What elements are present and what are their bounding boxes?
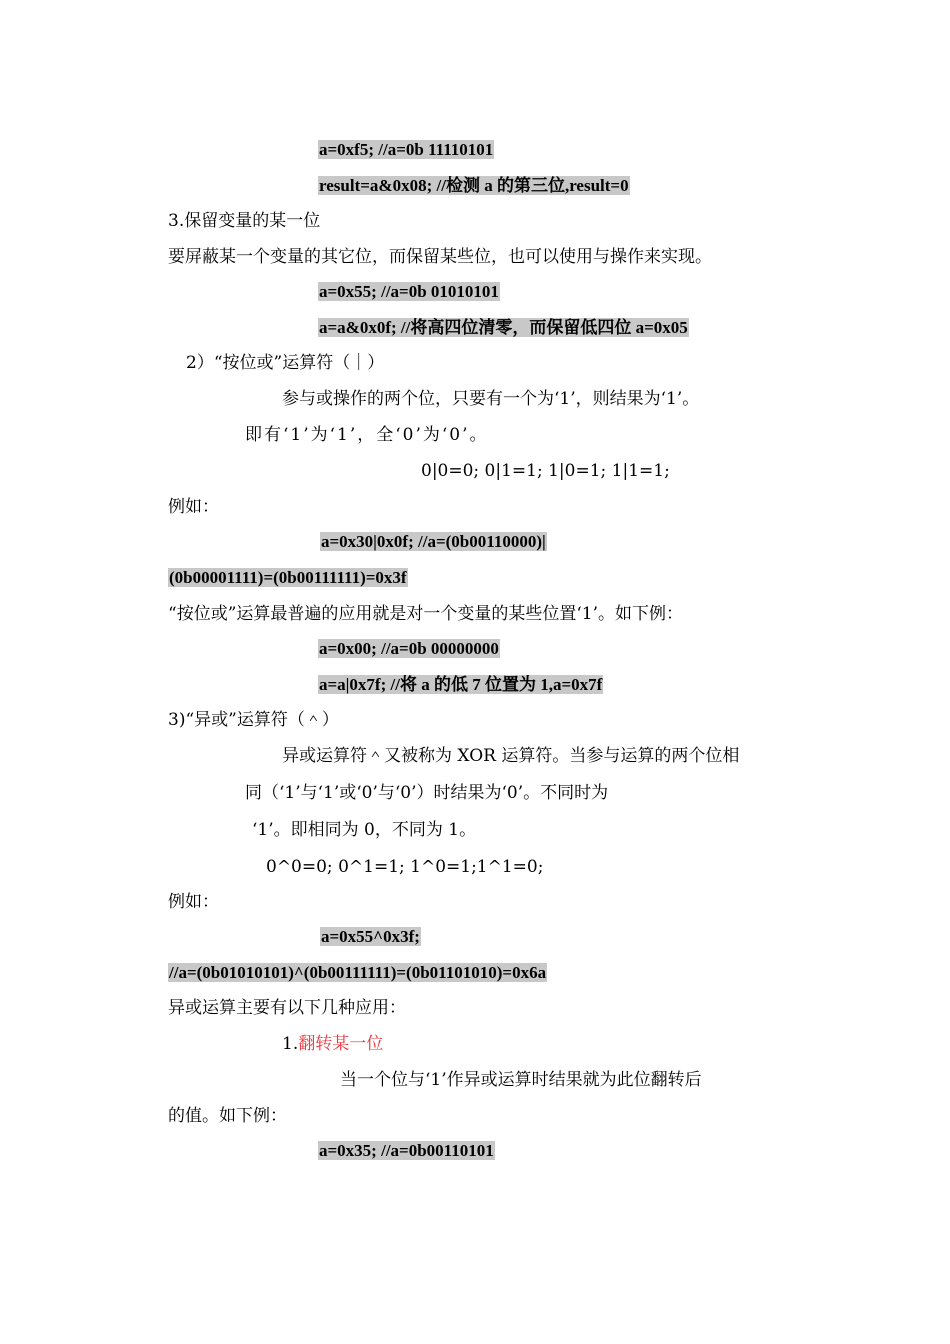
paragraph: 当一个位与‘1’作异或运算时结果就为此位翻转后 <box>340 1070 702 1090</box>
paragraph: 例如： <box>168 892 219 912</box>
formula-line: 0^0=0; 0^1=1; 1^0=1;1^1=0; <box>266 857 544 877</box>
section-heading: 3.保留变量的某一位 <box>168 211 321 231</box>
code-text: a=0xf5; //a=0b 11110101 <box>319 140 494 159</box>
code-line <box>318 316 689 340</box>
code-text: result=a&0x08; //检测 a 的第三位,result=0 <box>319 176 629 195</box>
code-line <box>168 961 547 985</box>
paragraph: 的值。如下例： <box>168 1106 287 1126</box>
paragraph: 例如： <box>168 497 219 517</box>
code-text: a=0x55^0x3f; <box>321 927 420 946</box>
section-heading: 2）“按位或”运算符（｜） <box>186 353 385 373</box>
code-line <box>168 566 408 590</box>
section-heading: 3)“异或”运算符（＾） <box>168 710 339 730</box>
code-line <box>318 637 500 661</box>
subsection-number: 1. <box>282 1034 299 1054</box>
code-text: a=0x35; //a=0b00110101 <box>319 1141 494 1160</box>
code-text: a=0x30|0x0f; //a=(0b00110000)| <box>321 532 546 551</box>
code-text: //a=(0b01010101)^(0b00111111)=(0b01101010)=0x6a <box>169 963 547 982</box>
paragraph: 同（‘1’与‘1’或‘0’与‘0’）时结果为‘0’。不同时为 <box>245 783 609 803</box>
code-text: a=0x55; //a=0b 01010101 <box>319 282 499 301</box>
code-line <box>318 174 630 198</box>
code-line <box>318 280 500 304</box>
paragraph: 异或运算符＾又被称为 XOR 运算符。当参与运算的两个位相 <box>282 746 740 766</box>
code-line <box>318 673 603 697</box>
paragraph: 参与或操作的两个位，只要有一个为‘1’，则结果为‘1’。 <box>282 389 700 409</box>
paragraph: 即有‘1’为‘1’，全‘0’为‘0’。 <box>245 425 489 445</box>
code-line <box>318 138 494 162</box>
code-text: a=a&0x0f; //将高四位清零，而保留低四位 a=0x05 <box>319 318 688 337</box>
paragraph: ‘1’。即相同为 0，不同为 1。 <box>252 820 477 840</box>
formula-line: 0|0=0; 0|1=1; 1|0=1; 1|1=1; <box>421 461 670 481</box>
paragraph: 要屏蔽某一个变量的其它位，而保留某些位，也可以使用与操作来实现。 <box>168 247 712 267</box>
code-line <box>318 1139 495 1163</box>
subsection-title: 翻转某一位 <box>298 1034 384 1054</box>
code-text: a=0x00; //a=0b 00000000 <box>319 639 499 658</box>
code-line <box>320 925 421 949</box>
subsection-heading <box>282 1032 383 1056</box>
paragraph: “按位或”运算最普遍的应用就是对一个变量的某些位置‘1’。如下例： <box>168 604 684 624</box>
paragraph: 异或运算主要有以下几种应用： <box>168 998 406 1018</box>
code-line <box>320 530 547 554</box>
code-text: a=a|0x7f; //将 a 的低 7 位置为 1,a=0x7f <box>319 675 603 694</box>
code-text: (0b00001111)=(0b00111111)=0x3f <box>169 568 407 587</box>
